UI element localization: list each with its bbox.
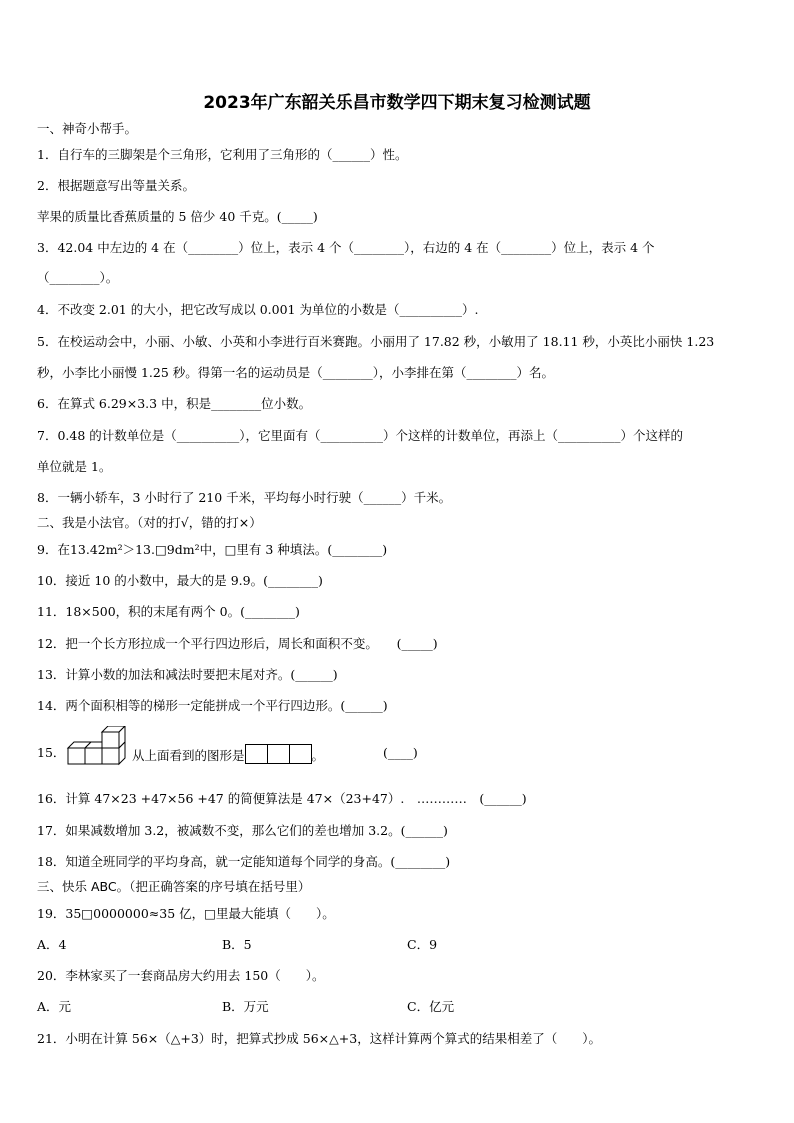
- question-2: 2．根据题意写出等量关系。: [37, 178, 195, 193]
- question-20: 20．李林家买了一套商品房大约用去 150（ ）。: [37, 968, 325, 983]
- question-9: 9．在13.42m²＞13.□9dm²中，□里有 3 种填法。(________): [37, 542, 388, 557]
- question-16: 16．计算 47×23 +47×56 +47 的简便算法是 47×（23+47）. ………… (______): [37, 791, 527, 806]
- question-3-cont: （________）。: [37, 270, 119, 285]
- question-20-option-b: B．万元: [222, 999, 269, 1014]
- question-4: 4．不改变 2.01 的大小，把它改写成以 0.001 为单位的小数是（__________）.: [37, 302, 479, 317]
- page-title: 2023年广东韶关乐昌市数学四下期末复习检测试题: [203, 93, 591, 113]
- question-8: 8．一辆小轿车，3 小时行了 210 千米，平均每小时行驶（______）千米。: [37, 490, 452, 505]
- question-20-option-c: C．亿元: [407, 999, 455, 1014]
- question-17: 17．如果减数增加 3.2，被减数不变，那么它们的差也增加 3.2。(______): [37, 823, 448, 838]
- question-19-option-b: B．5: [222, 937, 252, 952]
- question-14: 14．两个面积相等的梯形一定能拼成一个平行四边形。(______): [37, 698, 388, 713]
- question-15-number: 15．: [37, 745, 66, 760]
- question-3: 3．42.04 中左边的 4 在（________）位上，表示 4 个（________），右边的 4 在（________）位上，表示 4 个: [37, 240, 655, 255]
- question-12: 12．把一个长方形拉成一个平行四边形后，周长和面积不变。 (_____): [37, 636, 438, 651]
- question-1: 1．自行车的三脚架是个三角形，它利用了三角形的（______）性。: [37, 147, 408, 162]
- cube-stack-figure: [66, 726, 132, 776]
- question-15-text: [132, 744, 324, 769]
- question-15-label: 从上面看到的图形是: [132, 748, 245, 763]
- question-18: 18．知道全班同学的平均身高，就一定能知道每个同学的身高。(________): [37, 854, 451, 869]
- section-3-heading: 三、快乐 ABC。（把正确答案的序号填在括号里）: [37, 879, 311, 894]
- question-6: 6．在算式 6.29×3.3 中，积是________位小数。: [37, 396, 312, 411]
- question-5-cont: 秒，小李比小丽慢 1.25 秒。得第一名的运动员是（________），小李排在第（________）名。: [37, 365, 555, 380]
- question-19-option-c: C．9: [407, 937, 438, 952]
- question-21: 21．小明在计算 56×（△+3）时，把算式抄成 56×△+3，这样计算两个算式的结果相差了（ ）。: [37, 1031, 601, 1046]
- top-view-figure: [245, 744, 312, 769]
- question-11: 11．18×500，积的末尾有两个 0。(________): [37, 604, 300, 619]
- question-15-blank: (____): [383, 745, 418, 760]
- section-1-heading: 一、神奇小帮手。: [37, 121, 138, 136]
- question-7: 7．0.48 的计数单位是（__________），它里面有（__________）个这样的计数单位，再添上（__________）个这样的: [37, 428, 684, 443]
- question-10: 10．接近 10 的小数中，最大的是 9.9。(________): [37, 573, 323, 588]
- question-19-option-a: A．4: [37, 937, 67, 952]
- question-5: 5．在校运动会中，小丽、小敏、小英和小李进行百米赛跑。小丽用了 17.82 秒，小敏用了 18.11 秒，小英比小丽快 1.23: [37, 334, 715, 349]
- question-20-option-a: A．元: [37, 999, 72, 1014]
- question-15-end: 。: [311, 748, 325, 763]
- question-2-body: 苹果的质量比香蕉质量的 5 倍少 40 千克。(_____): [37, 209, 318, 224]
- question-13: 13．计算小数的加法和减法时要把末尾对齐。(______): [37, 667, 338, 682]
- question-7-cont: 单位就是 1。: [37, 459, 112, 474]
- question-19: 19．35□0000000≈35 亿，□里最大能填（ ）。: [37, 906, 335, 921]
- section-2-heading: 二、我是小法官。（对的打√，错的打×）: [37, 515, 262, 530]
